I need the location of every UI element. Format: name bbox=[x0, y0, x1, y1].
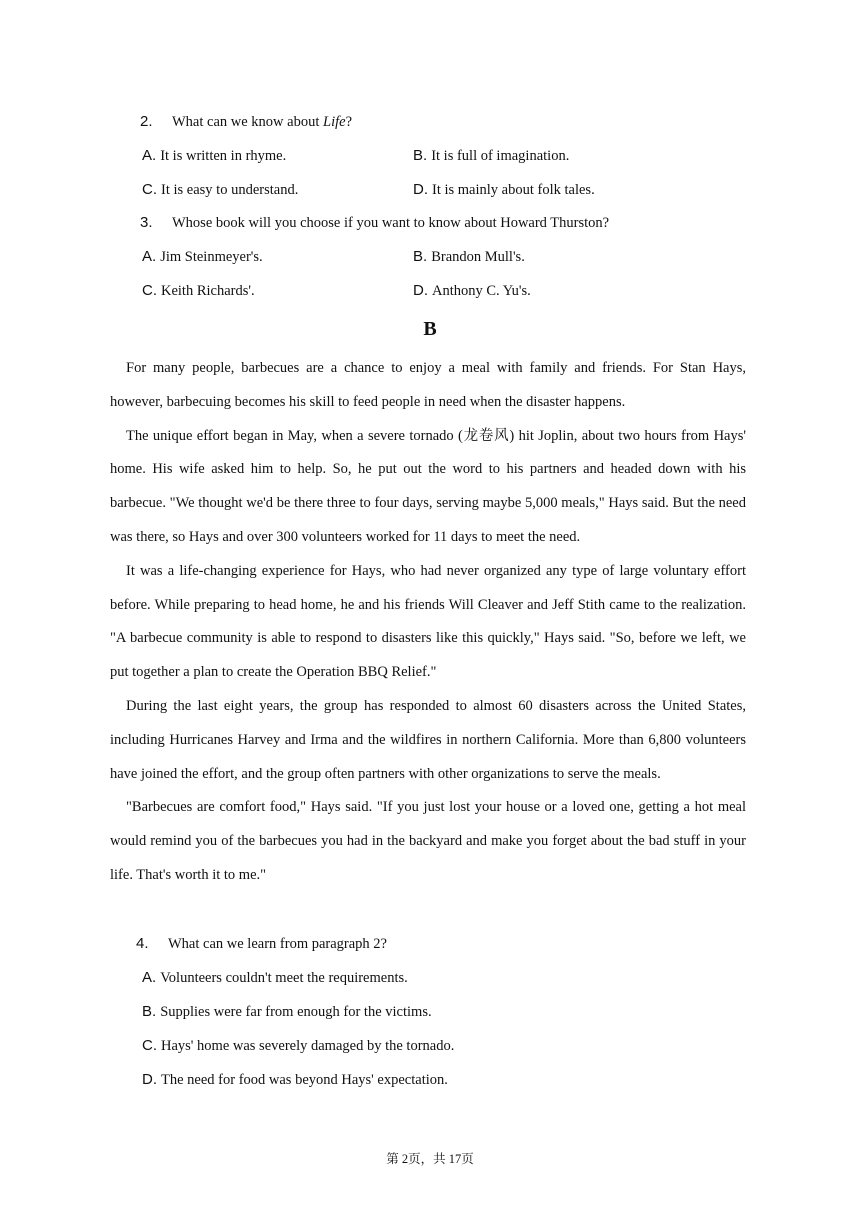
question-stem: What can we know about bbox=[172, 114, 323, 130]
passage-paragraph-5: "Barbecues are comfort food," Hays said. "If you just lost your house or a loved one, getting a hot meal would remind you of the barbecues you had in the backyard and make you forget about the bad stuff in your life. That's worth it to me." bbox=[110, 799, 746, 883]
option-4d bbox=[142, 1071, 448, 1089]
option-letter: A. bbox=[142, 248, 157, 265]
option-text: Supplies were far from enough for the victims. bbox=[160, 1004, 432, 1020]
option-letter: C. bbox=[142, 181, 157, 198]
option-text: Anthony C. Yu's. bbox=[432, 283, 531, 299]
option-letter: C. bbox=[142, 1037, 157, 1054]
option-3c bbox=[142, 282, 255, 300]
passage-paragraph-4: During the last eight years, the group has responded to almost 60 disasters across the United States, including Hurricanes Harvey and Irma and the wildfires in northern California. More than 6,800 volunteers have joined the effort, and the group often partners with other organizations to serve the meals. bbox=[110, 697, 746, 782]
question-stem-italic: Life bbox=[323, 114, 346, 130]
question-number: 3. bbox=[140, 214, 153, 231]
question-3 bbox=[140, 214, 609, 232]
option-text: The need for food was beyond Hays' expectation. bbox=[161, 1072, 448, 1088]
option-letter: A. bbox=[142, 969, 157, 986]
option-letter: A. bbox=[142, 147, 157, 164]
passage-paragraph-1: For many people, barbecues are a chance to enjoy a meal with family and friends. For Stan Hays, however, barbecuing becomes his skill to feed people in need when the disaster happens. bbox=[110, 360, 746, 410]
question-stem-end: ? bbox=[345, 114, 352, 130]
option-text: Keith Richards'. bbox=[161, 283, 255, 299]
page-footer: 第 2页，共 17页 bbox=[386, 1152, 474, 1166]
option-text: Brandon Mull's. bbox=[431, 249, 525, 265]
option-2c bbox=[142, 181, 298, 199]
passage-paragraph-2: The unique effort began in May, when a severe tornado (龙卷风) hit Joplin, about two hours from Hays' home. His wife asked him to help. So, he put out the word to his partners and headed down with his barbecue. "We thought we'd be there three to four days, serving maybe 5,000 meals," Hays said. But the need was there, so Hays and over 300 volunteers worked for 11 days to meet the need. bbox=[110, 427, 746, 545]
passage-paragraph-3: It was a life-changing experience for Hays, who had never organized any type of large voluntary effort before. While preparing to head home, he and his friends Will Cleaver and Jeff Stith came to the realization. "A barbecue community is able to respond to disasters like this quickly," Hays said. "So, before we left, we put together a plan to create the Operation BBQ Relief." bbox=[110, 562, 746, 681]
option-3a bbox=[142, 248, 263, 266]
section-title: B bbox=[423, 318, 437, 340]
option-3b bbox=[413, 248, 525, 266]
option-2b bbox=[413, 147, 569, 165]
option-letter: B. bbox=[413, 248, 428, 265]
reading-passage bbox=[110, 352, 746, 893]
option-text: It is easy to understand. bbox=[161, 182, 299, 198]
option-text: It is mainly about folk tales. bbox=[432, 182, 595, 198]
option-text: It is written in rhyme. bbox=[160, 148, 287, 164]
option-4b bbox=[142, 1003, 432, 1021]
question-stem: What can we learn from paragraph 2? bbox=[168, 936, 387, 952]
option-letter: B. bbox=[413, 147, 428, 164]
option-text: It is full of imagination. bbox=[431, 148, 570, 164]
question-number: 4. bbox=[136, 935, 149, 952]
question-number: 2. bbox=[140, 113, 153, 130]
option-4c bbox=[142, 1037, 454, 1055]
option-text: Hays' home was severely damaged by the tornado. bbox=[161, 1038, 455, 1054]
option-text: Jim Steinmeyer's. bbox=[160, 249, 263, 265]
option-text: Volunteers couldn't meet the requirements. bbox=[160, 970, 408, 986]
option-2a bbox=[142, 147, 286, 165]
option-letter: C. bbox=[142, 282, 157, 299]
option-letter: B. bbox=[142, 1003, 157, 1020]
option-3d bbox=[413, 282, 531, 300]
option-letter: D. bbox=[413, 282, 428, 299]
option-4a bbox=[142, 969, 408, 987]
question-stem: Whose book will you choose if you want to know about Howard Thurston? bbox=[172, 215, 610, 231]
question-2 bbox=[140, 113, 352, 131]
question-4 bbox=[136, 935, 387, 953]
option-2d bbox=[413, 181, 595, 199]
option-letter: D. bbox=[413, 181, 428, 198]
option-letter: D. bbox=[142, 1071, 157, 1088]
